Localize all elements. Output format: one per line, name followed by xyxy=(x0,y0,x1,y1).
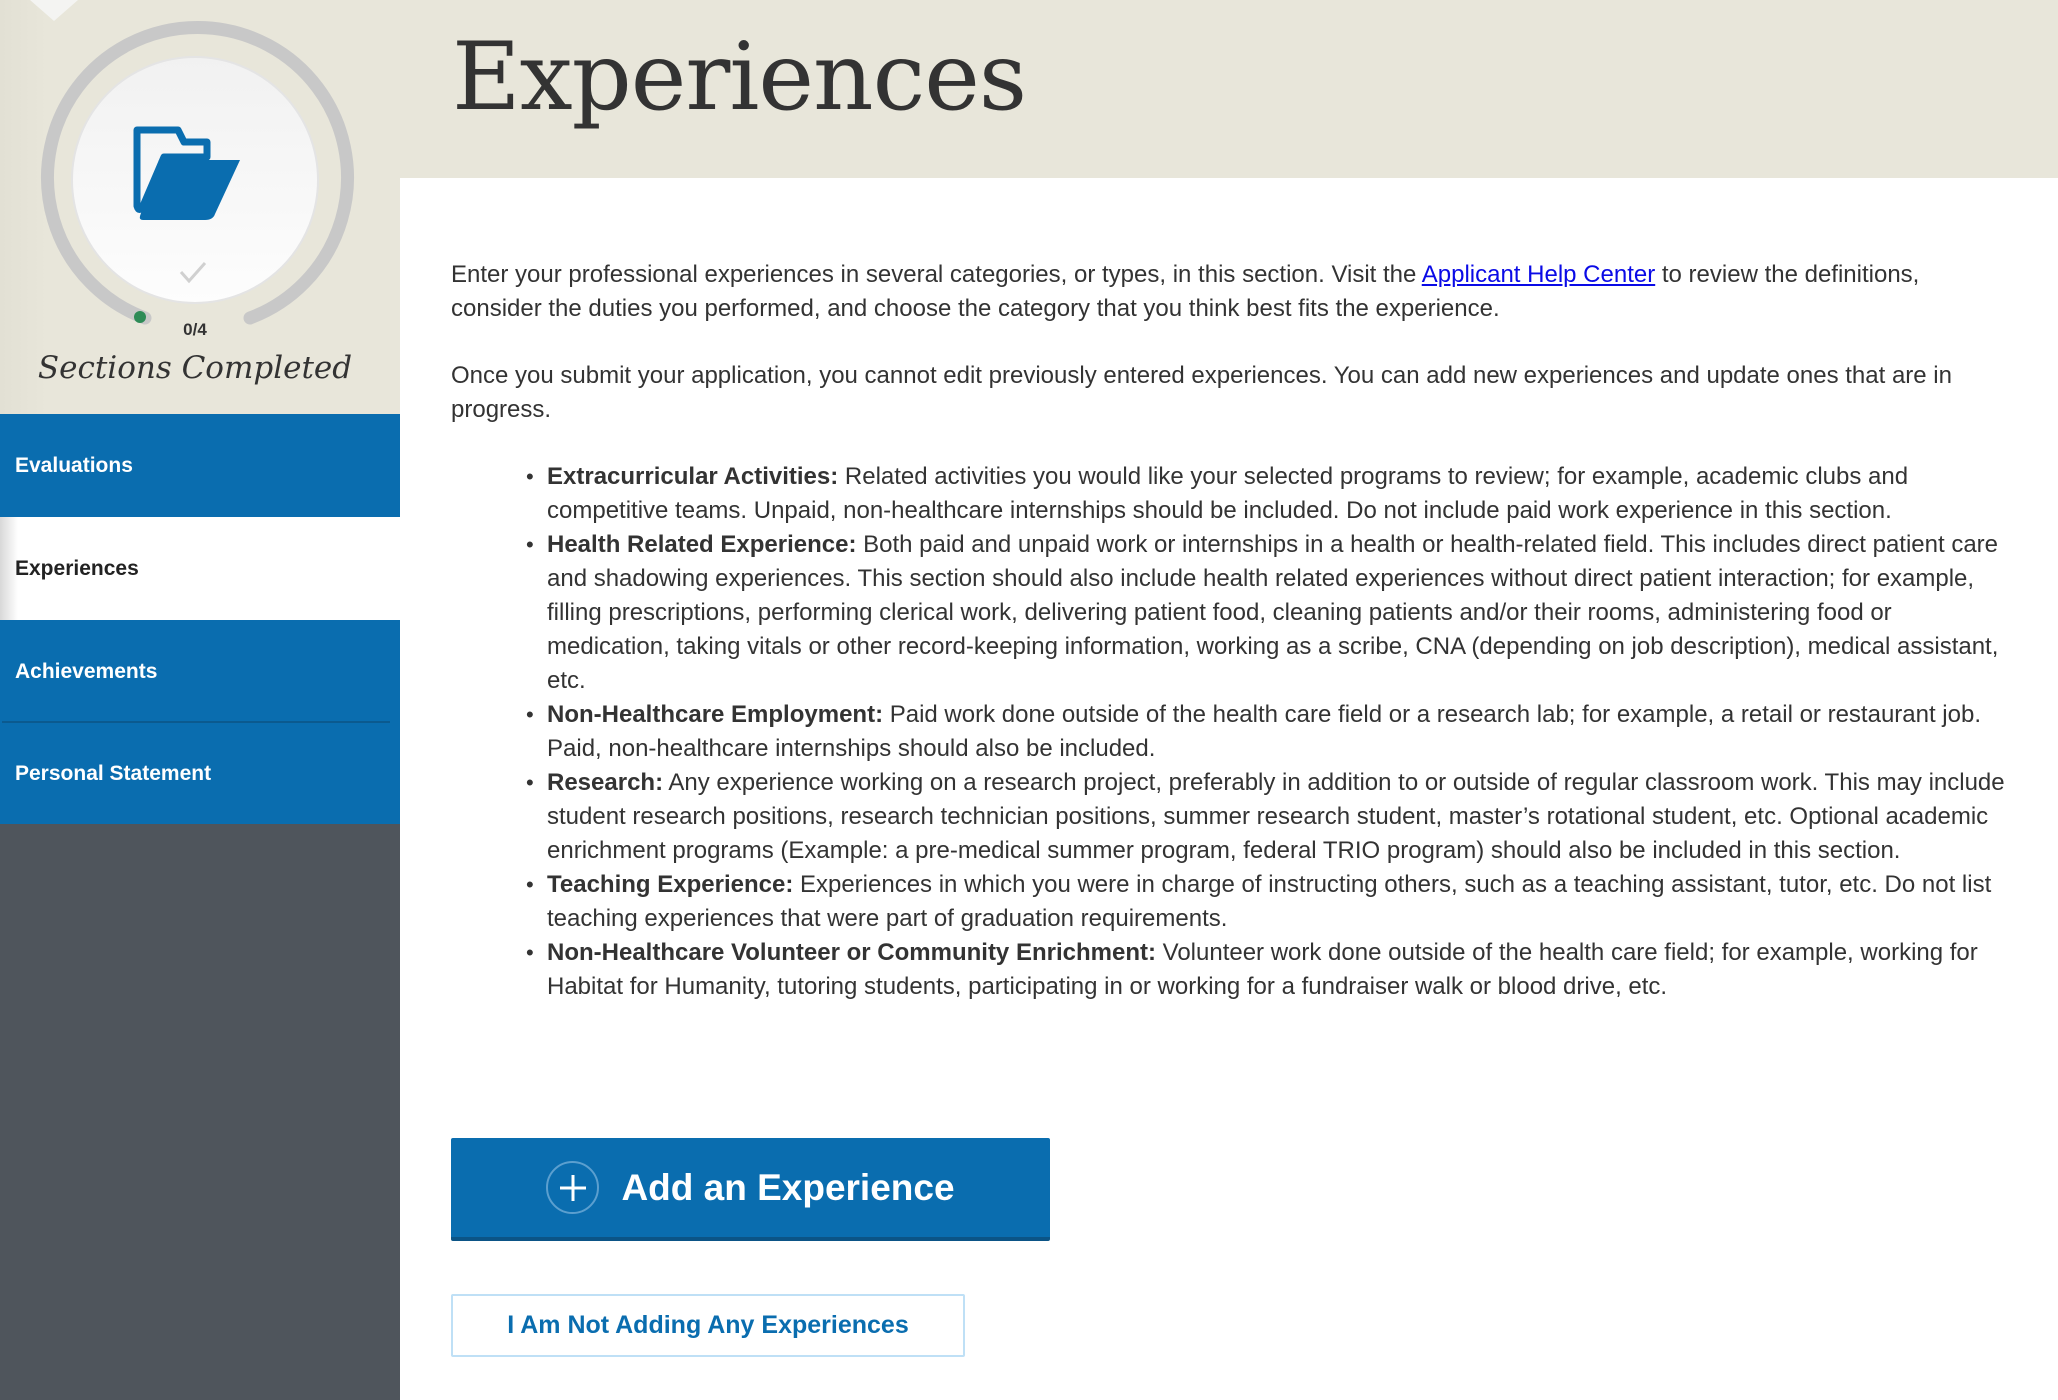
list-item: • Research: Any experience working on a research project, preferably in addition to or outside of regular classroom work. This may include student research positions, research technician positions, summer research student, master’s rotational student, etc. Optional academic enrichment programs (Example: a pre-medical summer program, federal TRIO program) should also be included in this section. xyxy=(526,766,2006,868)
progress-label: Sections Completed xyxy=(37,350,353,386)
not-adding-label: I Am Not Adding Any Experiences xyxy=(507,1311,909,1339)
experience-categories-list xyxy=(526,460,2006,1004)
sidebar-item-achievements[interactable] xyxy=(0,620,400,723)
sidebar-item-label: Experiences xyxy=(15,556,139,580)
sidebar xyxy=(0,0,400,1400)
sidebar-item-label: Evaluations xyxy=(15,453,133,477)
category-term: Extracurricular Activities: xyxy=(547,463,839,490)
list-item: • Teaching Experience: Experiences in which you were in charge of instructing others, such as a teaching assistant, tutor, etc. Do not list teaching experiences that were part of graduation requirements. xyxy=(526,868,2006,936)
not-adding-experiences-button[interactable] xyxy=(451,1294,965,1357)
plus-circle-icon xyxy=(546,1161,599,1214)
collapse-notch-icon[interactable] xyxy=(30,0,78,21)
main-content xyxy=(451,258,2006,1004)
intro-paragraph: Enter your professional experiences in several categories, or types, in this section. Visit the Applicant Help Center to review the definitions, consider the duties you performed, and choose the category that you think best fits the experience. xyxy=(451,261,1920,322)
category-term: Non-Healthcare Volunteer or Community Enrichment: xyxy=(547,939,1156,966)
sidebar-item-personal-statement[interactable] xyxy=(0,723,400,824)
list-item: • Health Related Experience: Both paid and unpaid work or internships in a health or health-related field. This includes direct patient care and shadowing experiences. This section should also include health related experiences without direct patient interaction; for example, filling prescriptions, performing clerical work, delivering patient food, cleaning patients and/or their rooms, administering food or medication, taking vitals or other record-keeping information, working as a scribe, CNA (depending on job description), medical assistant, etc. xyxy=(526,528,2006,698)
category-term: Teaching Experience: xyxy=(547,871,794,898)
add-experience-button[interactable] xyxy=(451,1138,1050,1241)
page-title: Experiences xyxy=(452,23,1027,132)
sidebar-item-evaluations[interactable] xyxy=(0,414,400,517)
section-nav xyxy=(0,414,400,824)
sidebar-item-label: Achievements xyxy=(15,659,158,683)
progress-panel xyxy=(0,0,400,414)
list-item: • Non-Healthcare Volunteer or Community Enrichment: Volunteer work done outside of the health care field; for example, working for Habitat for Humanity, tutoring students, participating in or working for a fundraiser walk or blood drive, etc. xyxy=(526,936,2006,1004)
category-term: Research: xyxy=(547,769,664,796)
list-item: • Non-Healthcare Employment: Paid work done outside of the health care field or a research lab; for example, a retail or restaurant job. Paid, non-healthcare internships should also be included. xyxy=(526,698,2006,766)
add-experience-label: Add an Experience xyxy=(621,1166,955,1208)
applicant-help-center-link[interactable]: Applicant Help Center xyxy=(1421,261,1656,288)
progress-ring xyxy=(35,20,355,340)
list-item: • Extracurricular Activities: Related activities you would like your selected programs to review; for example, academic clubs and competitive teams. Unpaid, non-healthcare internships should be included. Do not include paid work experience in this section. xyxy=(526,460,2006,528)
progress-count: 0/4 xyxy=(183,320,207,339)
sidebar-item-label: Personal Statement xyxy=(15,761,212,785)
sidebar-item-experiences[interactable] xyxy=(0,517,400,620)
category-term: Non-Healthcare Employment: xyxy=(547,701,884,728)
category-term: Health Related Experience: xyxy=(547,531,857,558)
edit-notice: Once you submit your application, you cannot edit previously entered experiences. You can add new experiences and update ones that are in progress. xyxy=(451,362,1952,423)
